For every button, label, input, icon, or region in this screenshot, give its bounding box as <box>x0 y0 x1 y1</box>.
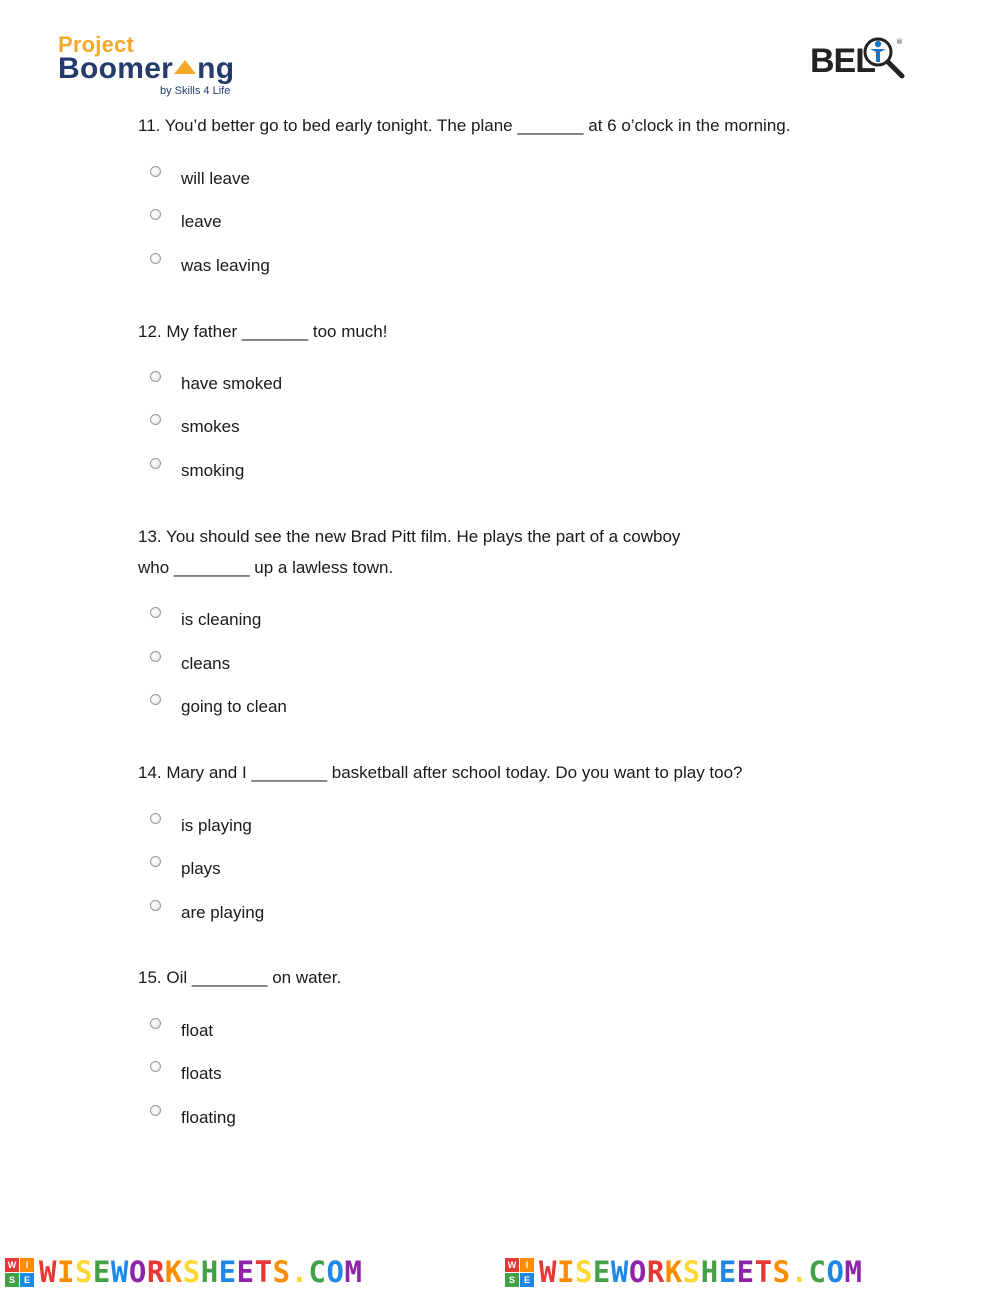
option-label: is cleaning <box>181 610 262 629</box>
question-text-line-2: who ________ up a lawless town. <box>138 558 394 577</box>
radio-button[interactable] <box>150 166 161 177</box>
question-11 <box>138 110 898 141</box>
question-text: 12. My father _______ too much! <box>138 322 388 341</box>
watermark-text: WISEWORKSHEETS.COM <box>539 1255 863 1289</box>
svg-text:®: ® <box>896 38 903 46</box>
radio-button[interactable] <box>150 458 161 469</box>
option-label: cleans <box>181 654 231 673</box>
option-label: plays <box>181 859 221 878</box>
radio-button[interactable] <box>150 813 161 824</box>
logo-boomerang-text: Boomer ng <box>58 52 235 85</box>
radio-button[interactable] <box>150 1105 161 1116</box>
option-label: smoking <box>181 461 245 480</box>
radio-button[interactable] <box>150 856 161 867</box>
option-label: going to clean <box>181 697 287 716</box>
question-13 <box>138 521 898 583</box>
radio-button[interactable] <box>150 1018 161 1029</box>
question-text: 11. You’d better go to bed early tonight. The plane _______ at 6 o’clock in the morning. <box>138 116 791 135</box>
wise-badge-icon: W I S E <box>5 1258 35 1288</box>
option-label: is playing <box>181 816 252 835</box>
logo-project-text: Project <box>58 32 134 57</box>
belt-logo <box>810 34 910 84</box>
logo-byline: by Skills 4 Life <box>160 85 231 97</box>
radio-button[interactable] <box>150 209 161 220</box>
radio-button[interactable] <box>150 253 161 264</box>
radio-button[interactable] <box>150 694 161 705</box>
option-label: float <box>181 1021 214 1040</box>
wise-badge-icon: W I S E <box>505 1258 535 1288</box>
option-label: floating <box>181 1108 236 1127</box>
radio-button[interactable] <box>150 414 161 425</box>
radio-button[interactable] <box>150 1061 161 1072</box>
question-15 <box>138 962 898 993</box>
option-label: smokes <box>181 417 240 436</box>
option-label: was leaving <box>181 256 270 275</box>
option-label: are playing <box>181 903 265 922</box>
question-text-line-1: 13. You should see the new Brad Pitt film. He plays the part of a cowboy <box>138 527 681 546</box>
question-14 <box>138 757 898 788</box>
watermark-text: WISEWORKSHEETS.COM <box>39 1255 363 1289</box>
question-12 <box>138 316 898 347</box>
option-label: floats <box>181 1064 222 1083</box>
radio-button[interactable] <box>150 371 161 382</box>
footer-watermark <box>0 1256 1000 1291</box>
option-label: have smoked <box>181 374 283 393</box>
radio-button[interactable] <box>150 607 161 618</box>
question-text: 15. Oil ________ on water. <box>138 968 342 987</box>
magnifier-person-icon <box>862 34 910 82</box>
question-text: 14. Mary and I ________ basketball after school today. Do you want to play too? <box>138 763 743 782</box>
project-boomerang-logo <box>58 30 268 100</box>
radio-button[interactable] <box>150 900 161 911</box>
option-label: leave <box>181 212 222 231</box>
option-label: will leave <box>181 169 250 188</box>
belt-logo-text: BEL <box>810 42 875 80</box>
boomerang-arrow-icon <box>174 60 196 74</box>
radio-button[interactable] <box>150 651 161 662</box>
